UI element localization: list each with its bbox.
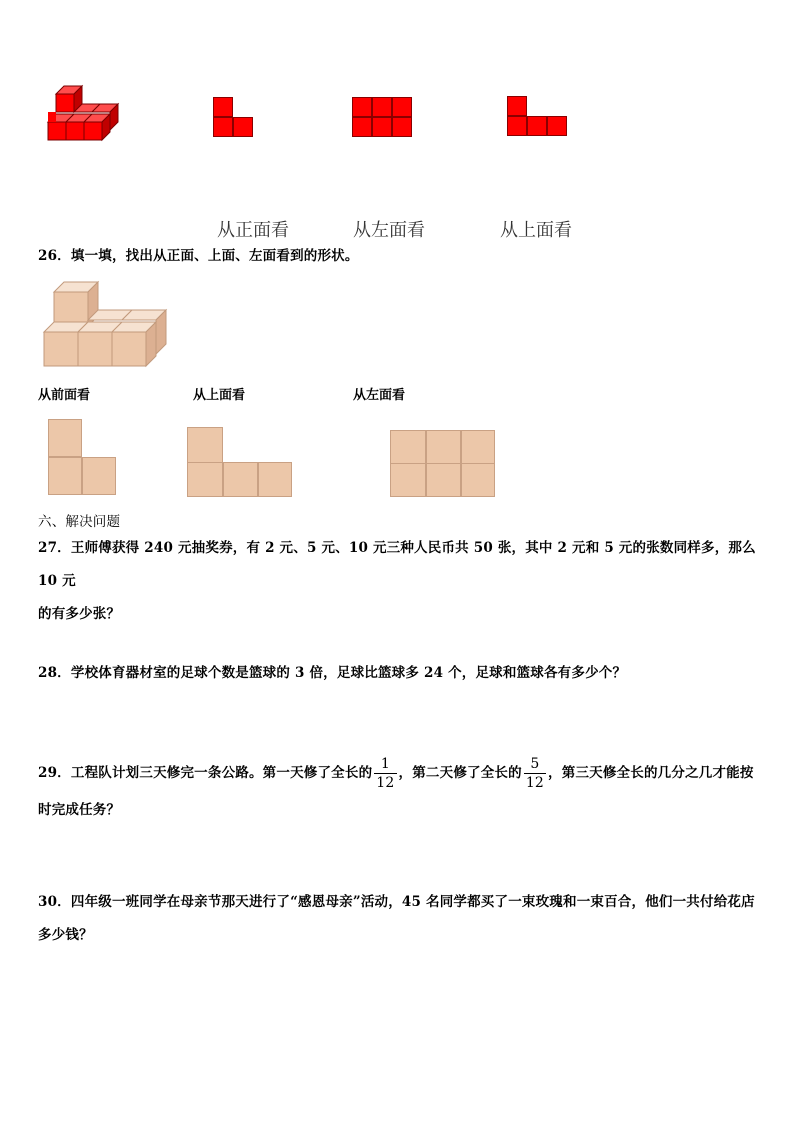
- red-square: [213, 117, 233, 137]
- fraction-5-12: [524, 755, 546, 792]
- red-square: [372, 117, 392, 137]
- tan-front-view: [48, 419, 118, 497]
- question-27-line2: 的有多少张？: [38, 606, 121, 622]
- tan-square: [48, 419, 82, 457]
- tan-left-view: [390, 430, 496, 498]
- red-square: [527, 116, 547, 136]
- question-29: [38, 755, 758, 827]
- red-square: [233, 117, 253, 137]
- fraction-1-12: [374, 755, 396, 792]
- question-29-part1: 29．工程队计划三天修完一条公路。第一天修了全长的: [38, 765, 373, 781]
- red-square: [507, 96, 527, 116]
- fraction-numerator: 1: [374, 755, 396, 774]
- red-square: [392, 117, 412, 137]
- tan-square: [426, 463, 461, 497]
- red-square: [352, 117, 372, 137]
- tan-square: [48, 457, 82, 495]
- question-30: [38, 886, 758, 952]
- question-27: [38, 532, 758, 631]
- red-square: [352, 97, 372, 117]
- red-square: [213, 97, 233, 117]
- tan-square: [223, 462, 258, 497]
- tan-3d-figure: [42, 278, 170, 374]
- view-label-front: 从正面看: [217, 220, 289, 241]
- fraction-numerator: 5: [524, 755, 546, 774]
- question-27-line1: 27．王师傅获得 240 元抽奖券，有 2 元、5 元、10 元三种人民币共 50 张，其中 2 元和 5 元的张数同样多，那么 10 元: [38, 540, 756, 589]
- question-29-line1: [38, 755, 758, 792]
- label-left-view: 从左面看: [353, 388, 406, 403]
- tan-square: [426, 430, 461, 464]
- red-left-view: [352, 97, 414, 139]
- red-cube-stack: [44, 84, 126, 146]
- tan-square: [258, 462, 292, 497]
- red-front-view: [213, 97, 255, 139]
- tan-square: [461, 463, 495, 497]
- view-label-left: 从左面看: [353, 220, 425, 241]
- label-front-view: 从前面看: [38, 388, 91, 403]
- question-30-line1: 30．四年级一班同学在母亲节那天进行了“感恩母亲”活动，45 名同学都买了一束玫瑰和一束百合，他们一共付给花店: [38, 894, 755, 910]
- view-label-top: 从上面看: [500, 220, 572, 241]
- red-3d-figure: [44, 84, 126, 150]
- tan-square: [461, 430, 495, 464]
- red-square: [507, 116, 527, 136]
- question-29-part2: ，第二天修了全长的: [398, 765, 522, 781]
- question-30-line2: 多少钱？: [38, 927, 93, 943]
- question-26: 26．填一填，找出从正面、上面、左面看到的形状。: [38, 248, 359, 264]
- label-top-view: 从上面看: [193, 388, 246, 403]
- tan-square: [82, 457, 116, 495]
- tan-square: [187, 462, 223, 497]
- section-heading: 六、解决问题: [38, 514, 121, 530]
- question-29-line2: 时完成任务？: [38, 802, 121, 818]
- tan-square: [390, 430, 426, 464]
- tan-square: [390, 463, 426, 497]
- red-square: [392, 97, 412, 117]
- red-square: [547, 116, 567, 136]
- fraction-denominator: 12: [376, 775, 395, 791]
- question-28: 28．学校体育器材室的足球个数是篮球的 3 倍，足球比篮球多 24 个，足球和篮球各有多少个？: [38, 665, 627, 681]
- red-top-view: [507, 96, 569, 138]
- tan-cube-stack: [42, 278, 170, 370]
- red-square: [372, 97, 392, 117]
- fraction-denominator: 12: [525, 775, 545, 791]
- tan-square: [187, 427, 223, 463]
- question-29-part3: ，第三天修全长的几分之几才能按: [548, 765, 754, 781]
- tan-top-view: [187, 427, 293, 499]
